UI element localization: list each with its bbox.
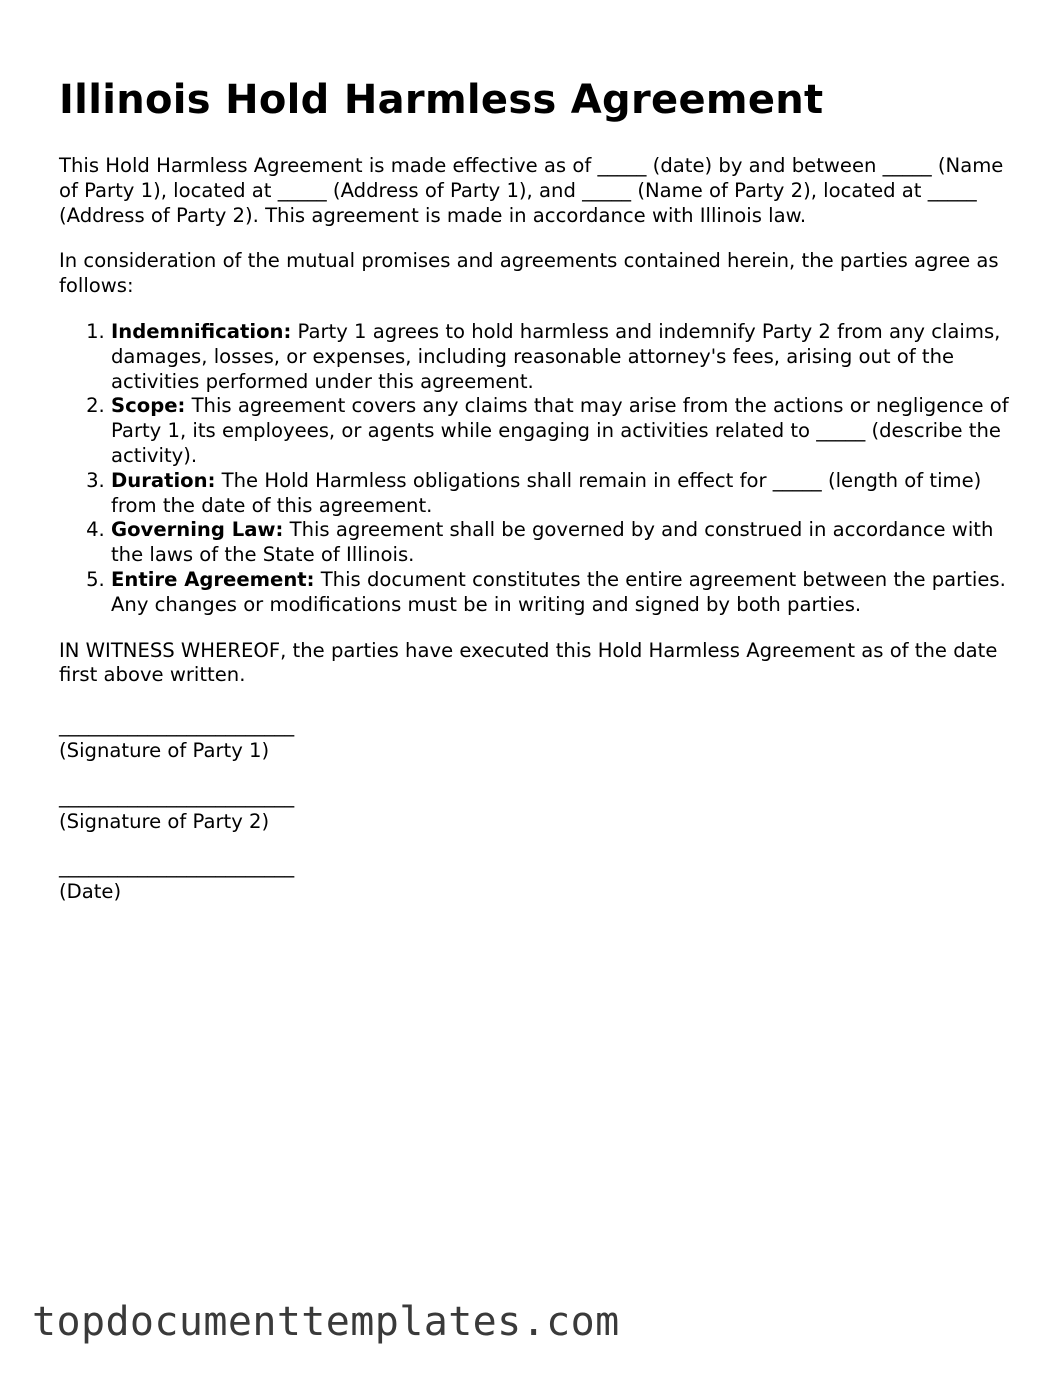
clause-item-duration [111, 469, 1009, 519]
clause-item-scope [111, 394, 1009, 468]
document-title: Illinois Hold Harmless Agreement [59, 77, 824, 123]
clause-text: Party 1 agrees to hold harmless and indemnify Party 2 from any claims, damages, losses, or expenses, including reasonable attorney's fees, arising out of the activities performed under this agreement. [111, 319, 1001, 393]
watermark-text: topdocumenttemplates.com [32, 1299, 620, 1345]
signature-label: (Signature of Party 1) [59, 738, 270, 762]
witness-paragraph: IN WITNESS WHEREOF, the parties have executed this Hold Harmless Agreement as of the date first above written. [59, 638, 998, 687]
signature-label: (Signature of Party 2) [59, 809, 270, 833]
clauses-list [59, 320, 1009, 618]
signature-label: (Date) [59, 880, 122, 904]
signature-party-1 [59, 714, 1009, 764]
signature-line: ________________________ [59, 855, 295, 879]
signature-line: ________________________ [59, 784, 295, 808]
signature-date [59, 855, 1009, 905]
clause-text: The Hold Harmless obligations shall remain in effect for _____ (length of time) from the date of this agreement. [111, 468, 982, 517]
clause-text: This agreement shall be governed by and construed in accordance with the laws of the State of Illinois. [111, 518, 994, 567]
clause-item-governing-law [111, 518, 1009, 568]
clause-title: Duration: [111, 468, 216, 492]
clause-title: Entire Agreement: [111, 567, 315, 591]
document-page [59, 72, 1009, 926]
clause-item-entire-agreement [111, 568, 1009, 618]
signature-block [59, 714, 1009, 905]
consideration-paragraph: In consideration of the mutual promises and agreements contained herein, the parties agree as follows: [59, 249, 999, 298]
clause-text: This document constitutes the entire agreement between the parties. Any changes or modifications must be in writing and signed by both parties. [111, 567, 1006, 616]
clause-title: Governing Law: [111, 518, 284, 542]
signature-line: ________________________ [59, 714, 295, 738]
intro-paragraph: This Hold Harmless Agreement is made effective as of _____ (date) by and between _____ (Name of Party 1), located at _____ (Address of Party 1), and _____ (Name of Party 2), located at _____ (Address of Party 2). This agreement is made in accordance with Illinois law. [59, 154, 1004, 227]
signature-party-2 [59, 785, 1009, 835]
clause-text: This agreement covers any claims that may arise from the actions or negligence of Party 1, its employees, or agents while engaging in activities related to _____ (describe the activity). [111, 394, 1009, 467]
clause-title: Indemnification: [111, 319, 292, 343]
clause-title: Scope: [111, 394, 186, 418]
clause-item-indemnification [111, 320, 1009, 394]
